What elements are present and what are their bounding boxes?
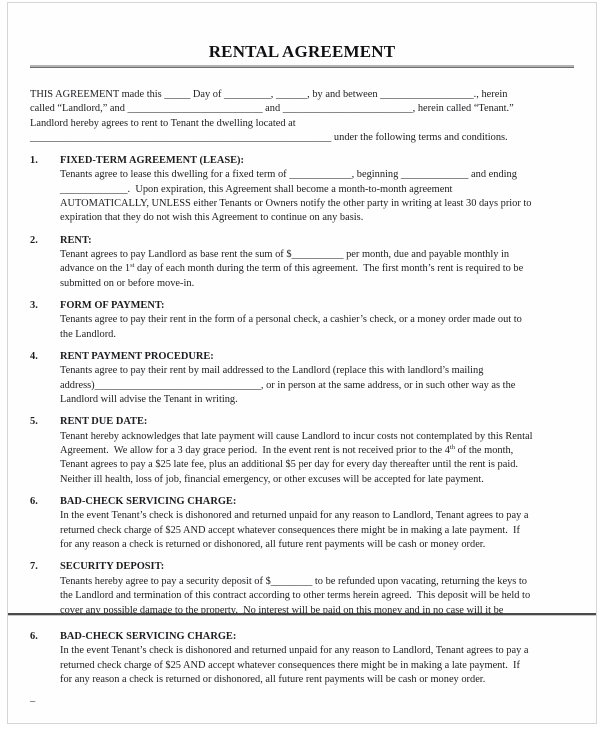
paragraph-line: address)________________________________, or in person at the same address, or in such other way as the: [60, 379, 516, 391]
paragraph-line: Tenant agrees to pay a $25 late fee, plus an additional $5 per day for every day thereafter until the rent is paid.: [60, 459, 519, 471]
section-number: 5.: [30, 416, 38, 428]
title-rule: [30, 65, 574, 68]
paragraph-line: submitted on or before move-in.: [60, 277, 195, 289]
paragraph-line: expiration that they do not wish this Agreement to continue on any basis.: [60, 212, 364, 224]
section-number: 6.: [30, 630, 38, 642]
line-text: Agreement. We allow for a 3 day grace period. In the event rent is not received prior to the 4: [60, 445, 450, 457]
paragraph-line: Tenants hereby agree to pay a security deposit of $________ to be refunded upon vacating, returning the keys to: [60, 575, 527, 587]
section-heading: RENT:: [60, 234, 92, 246]
section-heading: RENT PAYMENT PROCEDURE:: [60, 351, 214, 362]
paragraph-line: returned check charge of $25 AND accept whatever consequences there might be in making a late payment. If: [60, 659, 520, 671]
section-number: 7.: [30, 561, 38, 573]
section-heading: FORM OF PAYMENT:: [60, 299, 165, 311]
document-title: RENTAL AGREEMENT: [208, 42, 396, 61]
paragraph-line: Tenant agrees to pay Landlord as base rent the sum of $__________ per month, due and payable monthly in: [60, 248, 510, 260]
paragraph-line: the Landlord and termination of this contract according to other terms herein agreed. This deposit will be held to: [60, 590, 531, 602]
paragraph-line: Landlord will advise the Tenant in writing.: [60, 394, 238, 406]
line-text: day of each month during the term of this agreement. The first month’s rent is required to be: [134, 263, 524, 275]
intro-line: __________________________________________________________ under the following terms and conditions.: [30, 132, 508, 144]
line-text: of the month,: [454, 445, 514, 457]
paragraph-line: Tenants agree to pay their rent by mail addressed to the Landlord (replace this with landlord’s mailing: [60, 365, 484, 377]
section-rent-due-date: [30, 415, 574, 487]
section-rent: [30, 234, 574, 291]
intro-line: THIS AGREEMENT made this _____ Day of _________, ______, by and between __________________., herein: [30, 89, 508, 100]
paragraph-line: for any reason a check is returned or dishonored, all future rent payments will be cash or money order.: [60, 673, 486, 685]
paragraph-line: Tenant hereby acknowledges that late payment will cause Landlord to incur costs not contemplated by this Rental: [60, 430, 533, 442]
sections-list: [30, 154, 574, 710]
section-security-deposit: [30, 560, 574, 617]
line-text: advance on the 1: [60, 263, 131, 275]
section-number: 4.: [30, 351, 38, 362]
section-bad-check-servicing-charge: [30, 495, 574, 552]
section-number: 3.: [30, 299, 38, 311]
paragraph-line: In the event Tenant’s check is dishonored and returned unpaid for any reason to Landlord, Tenant agrees to pay a: [60, 645, 529, 657]
footer-dash-mark: –: [30, 696, 36, 708]
section-heading: BAD-CHECK SERVICING CHARGE:: [60, 630, 237, 642]
section-form-of-payment: [30, 299, 574, 342]
paragraph-line: In the event Tenant’s check is dishonored and returned unpaid for any reason to Landlord, Tenant agrees to pay a: [60, 510, 529, 522]
paragraph-line: returned check charge of $25 AND accept whatever consequences there might be in making a late payment. If: [60, 524, 520, 536]
paragraph-line: the Landlord.: [60, 328, 116, 340]
paragraph-line-clipped: cover any possible damage to the property. No interest will be paid on this money and in no case will it be: [60, 604, 504, 616]
section-number: 2.: [30, 234, 38, 246]
section-fixed-term-agreement: [30, 154, 574, 226]
ordinal-superscript: th: [449, 444, 455, 452]
paragraph-line: Tenants agree to pay their rent in the form of a personal check, a cashier’s check, or a money order made out to: [60, 314, 522, 326]
page-break-rule: [8, 613, 596, 615]
section-heading: SECURITY DEPOSIT:: [60, 561, 165, 573]
intro-line: called “Landlord,” and __________________________ and _________________________, herein called “Tenant.”: [30, 103, 514, 115]
paragraph-line: AUTOMATICALLY, UNLESS either Tenants or Owners notify the other party in writing at least 30 days prior to: [60, 197, 532, 209]
paragraph-line: _____________. Upon expiration, this Agreement shall become a month-to-month agreement: [60, 183, 453, 195]
section-number: 6.: [30, 496, 38, 508]
section-bad-check-servicing-charge-repeated: [30, 630, 574, 687]
paragraph-line: [60, 444, 574, 458]
intro-paragraph: [30, 88, 574, 145]
intro-line: Landlord hereby agrees to rent to Tenant the dwelling located at: [30, 117, 296, 129]
section-heading: BAD-CHECK SERVICING CHARGE:: [60, 496, 237, 508]
paragraph-line: [60, 262, 574, 276]
section-number: 1.: [30, 154, 38, 166]
section-heading: FIXED-TERM AGREEMENT (LEASE):: [60, 154, 244, 166]
paragraph-line: for any reason a check is returned or dishonored, all future rent payments will be cash or money order.: [60, 539, 486, 551]
paragraph-line: Neither ill health, loss of job, financial emergency, or other excuses will be accepted for late payment.: [60, 473, 484, 485]
document-page: [7, 2, 597, 724]
section-heading: RENT DUE DATE:: [60, 416, 148, 428]
paragraph-line: Tenants agree to lease this dwelling for a fixed term of ____________, beginning _____________ and ending: [60, 169, 517, 181]
section-rent-payment-procedure: [30, 350, 574, 407]
ordinal-superscript: st: [130, 262, 135, 270]
